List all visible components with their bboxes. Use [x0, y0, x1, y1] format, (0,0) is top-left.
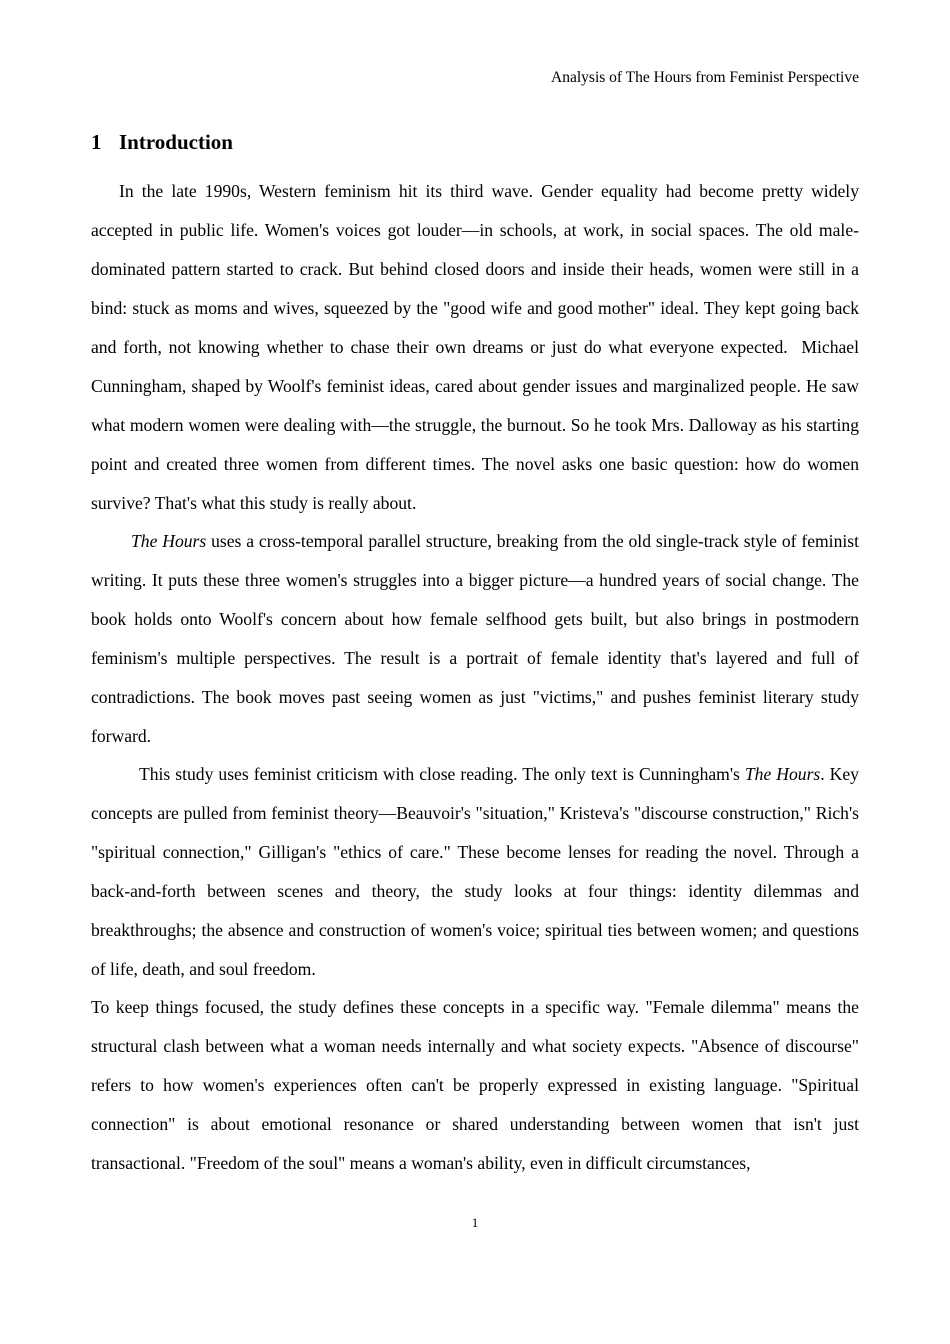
paragraph-1: In the late 1990s, Western feminism hit its third wave. Gender equality had become pretty widely accepted in public life. Women's voices got louder—in schools, at work, in social spaces. The old male-dominated pattern started to crack. But behind closed doors and inside their heads, women were still in a bind: stuck as moms and wives, squeezed by the "good wife and good mother" ideal. They kept going back and forth, not knowing whether to chase their own dreams or just do what everyone expected. Michael Cunningham, shaped by Woolf's feminist ideas, cared about gender issues and marginalized people. He saw what modern women were dealing with—the struggle, the burnout. So he took Mrs. Dalloway as his starting point and created three women from different times. The novel asks one basic question: how do women survive? That's what this study is really about. — [91, 181, 859, 513]
paragraph-3-intro: This study uses feminist criticism with close reading. The only text is Cunningham's — [139, 764, 745, 784]
paragraph-2-text: uses a cross-temporal parallel structure, breaking from the old single-track style of feminist writing. It puts these three women's struggles into a bigger picture—a hundred years of social change. The book holds onto Woolf's concern about how female selfhood gets built, but also brings in postmodern feminism's multiple perspectives. The result is a portrait of female identity that's layered and full of contradictions. The book moves past seeing women as just "victims," and pushes feminist literary study forward. — [91, 531, 859, 746]
book-title: The Hours — [744, 764, 821, 784]
paragraph-3 — [91, 755, 859, 989]
paragraph-2 — [91, 522, 859, 756]
paragraph-4: To keep things focused, the study defines these concepts in a specific way. "Female dilemma" means the structural clash between what a woman needs internally and what society expects. "Absence of discourse" refers to how women's experiences often can't be properly expressed in existing language. "Spiritual connection" is about emotional resonance or shared understanding between women that isn't just transactional. "Freedom of the soul" means a woman's ability, even in difficult circumstances, — [91, 997, 859, 1173]
page-number: 1 — [471, 1215, 479, 1230]
section-number: 1 — [91, 130, 102, 154]
book-title: The Hours — [131, 531, 207, 551]
section-heading — [91, 127, 859, 157]
running-header: Analysis of The Hours from Feminist Perspective — [551, 69, 859, 86]
section-title: Introduction — [119, 130, 233, 154]
page-body — [91, 127, 859, 1182]
paragraph-3-text: . Key concepts are pulled from feminist theory—Beauvoir's "situation," Kristeva's "discourse construction," Rich's "spiritual connection," Gilligan's "ethics of care." These become lenses for reading the novel. Through a back-and-forth between scenes and theory, the study looks at four things: identity dilemmas and breakthroughs; the absence and construction of women's voice; spiritual ties between women; and questions of life, death, and soul freedom. — [91, 764, 859, 979]
